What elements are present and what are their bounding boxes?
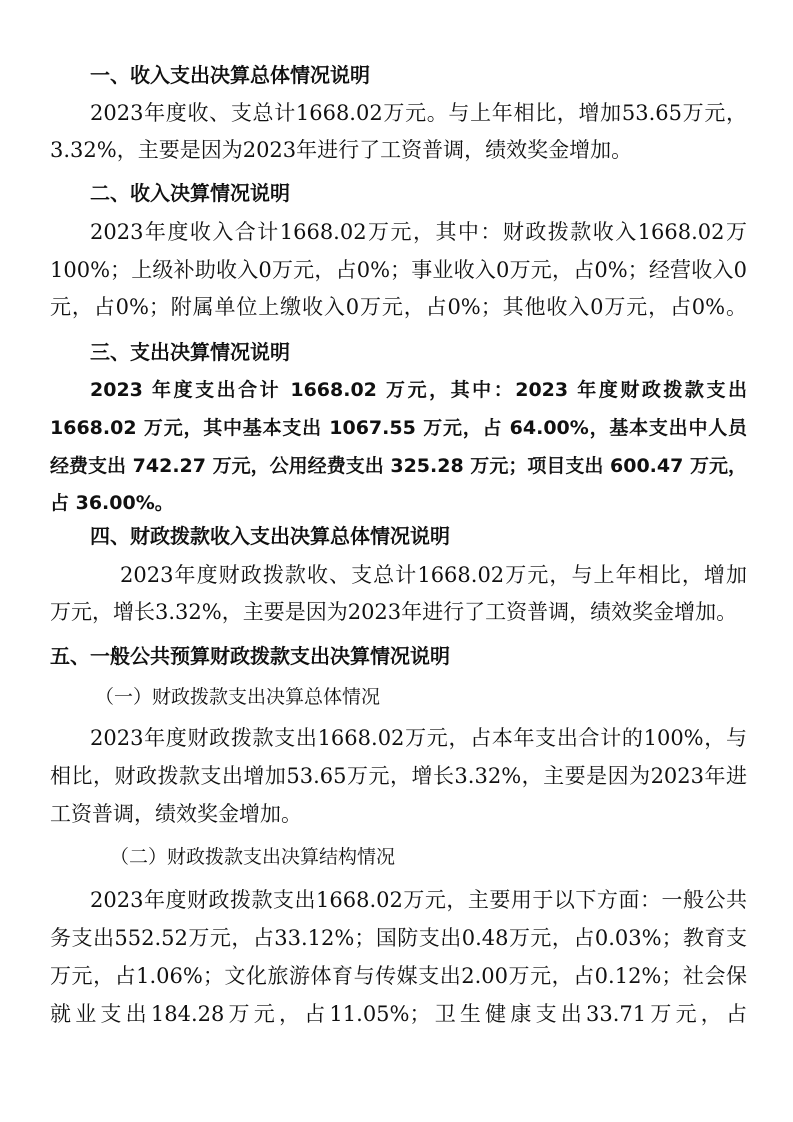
para-line: 2023年度财政拨款支出1668.02万元，主要用于以下方面：一般公共	[90, 888, 747, 912]
para-line: 2023年度财政拨款收、支总计1668.02万元，与上年相比，增加	[120, 563, 747, 587]
h3: 三、支出决算情况说明	[90, 340, 290, 364]
para-line: 万元，增长3.32%，主要是因为2023年进行了工资普调，绩效奖金增加。	[50, 600, 738, 624]
h4: 四、财政拨款收入支出决算总体情况说明	[90, 524, 450, 548]
h2: 二、收入决算情况说明	[90, 181, 290, 205]
h1: 一、收入支出决算总体情况说明	[90, 63, 370, 87]
sub-heading-2: （二）财政拨款支出决算结构情况	[110, 846, 396, 868]
h5: 五、一般公共预算财政拨款支出决算情况说明	[50, 644, 450, 668]
para-line: 占 36.00%。	[50, 492, 174, 514]
para-line: 相比，财政拨款支出增加53.65万元，增长3.32%，主要是因为2023年进	[50, 764, 747, 788]
para-line: 100%；上级补助收入0万元，占0%；事业收入0万元，占0%；经营收入0	[50, 258, 747, 282]
para-line: 1668.02 万元，其中基本支出 1067.55 万元，占 64.00%，基本支出中人员	[50, 417, 747, 439]
para-line: 2023年度收、支总计1668.02万元。与上年相比，增加53.65万元，	[90, 101, 747, 125]
sub-heading-1: （一）财政拨款支出决算总体情况	[95, 686, 381, 708]
para-line: 就业支出184.28万元，占11.05%；卫生健康支出33.71万元，占	[50, 1002, 747, 1026]
para-line: 万元，占1.06%；文化旅游体育与传媒支出2.00万元，占0.12%；社会保	[50, 964, 747, 988]
para-line: 经费支出 742.27 万元，公用经费支出 325.28 万元；项目支出 600.47 万元，	[50, 455, 747, 477]
para-line: 2023 年度支出合计 1668.02 万元，其中：2023 年度财政拨款支出	[90, 379, 747, 401]
para-line: 元，占0%；附属单位上缴收入0万元，占0%；其他收入0万元，占0%。	[50, 295, 747, 319]
para-line: 务支出552.52万元，占33.12%；国防支出0.48万元，占0.03%；教育支	[50, 926, 747, 950]
para-line: 2023年度收入合计1668.02万元，其中：财政拨款收入1668.02万	[90, 220, 747, 244]
para-line: 工资普调，绩效奖金增加。	[50, 802, 302, 826]
para-line: 3.32%，主要是因为2023年进行了工资普调，绩效奖金增加。	[50, 138, 633, 162]
para-line: 2023年度财政拨款支出1668.02万元，占本年支出合计的100%，与	[90, 726, 747, 750]
